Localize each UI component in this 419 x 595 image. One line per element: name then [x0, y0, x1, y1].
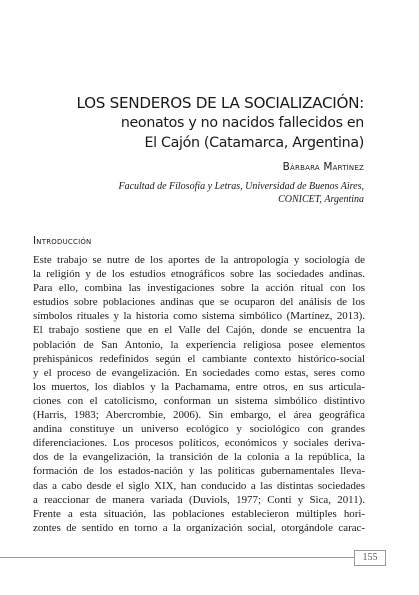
section-heading: Introducción [33, 235, 92, 247]
article-title [44, 93, 364, 153]
body-line: diferenciaciones. Los procesos políticos, económicos y sociales deriva- [33, 437, 365, 450]
body-line: estudios sobre poblaciones andinas que se ocuparon del análisis de los [33, 296, 365, 309]
author-affiliation [64, 180, 364, 206]
affiliation-line-2: CONICET, Argentina [278, 194, 364, 205]
title-line-2: neonatos y no nacidos fallecidos en [120, 115, 364, 131]
body-line: (Harris, 1983; Abercrombie, 2006). Sin embargo, el área geográfica [33, 409, 365, 422]
body-line: a reaccionar de manera variada (Duviols, 1977; Conti y Sica, 2011). [33, 493, 365, 506]
body-line: los muertos, los diablos y la Pachamama, entre otros, en sus articula- [33, 380, 365, 393]
body-line: prehispánicos redefinidos según el cambiante contexto histórico-social [33, 352, 365, 365]
affiliation-line-1: Facultad de Filosofía y Letras, Universidad de Buenos Aires, [118, 181, 364, 192]
body-line: El trabajo sostiene que en el Valle del Cajón, donde se encuentra la [33, 324, 365, 337]
author-name: Bárbara Martínez [282, 161, 364, 173]
body-line: la religión y de los estudios etnográficos sobre las sociedades andinas. [33, 268, 365, 281]
title-line-3: El Cajón (Catamarca, Argentina) [144, 135, 364, 151]
title-line-1: LOS SENDEROS DE LA SOCIALIZACIÓN: [76, 94, 364, 112]
body-line: Frente a esta situación, las poblaciones establecieron múltiples hori- [33, 507, 365, 520]
body-line: dos de la evangelización, la transición de la colonia a la república, la [33, 451, 365, 464]
body-line: y el proceso de evangelización. En sociedades como estas, seres como [33, 366, 365, 379]
body-line: andina constituye un universo ecológico y sociológico con grandes [33, 423, 365, 436]
body-line: población de San Antonio, la experiencia religiosa posee elementos [33, 338, 365, 351]
body-line: Para ello, combina las investigaciones sobre la acción ritual con los [33, 282, 365, 295]
body-line: das a cabo desde el siglo XIX, han conducido a las distintas sociedades [33, 479, 365, 492]
page-number: 155 [354, 550, 386, 566]
body-line: Este trabajo se nutre de los aportes de la antropología y sociología de [33, 254, 365, 266]
body-line: símbolos rituales y la historia como sistema simbólico (Martínez, 2013). [33, 310, 365, 323]
body-line: ciones con el catolicismo, conforman un sistema simbólico distintivo [33, 394, 365, 407]
body-line: formación de los estados-nación y las políticas gubernamentales lleva- [33, 465, 365, 478]
footer-rule [0, 557, 364, 558]
body-line: zontes de sentido en torno a la organización social, otorgándole carac- [33, 521, 365, 534]
body-text [33, 253, 365, 535]
